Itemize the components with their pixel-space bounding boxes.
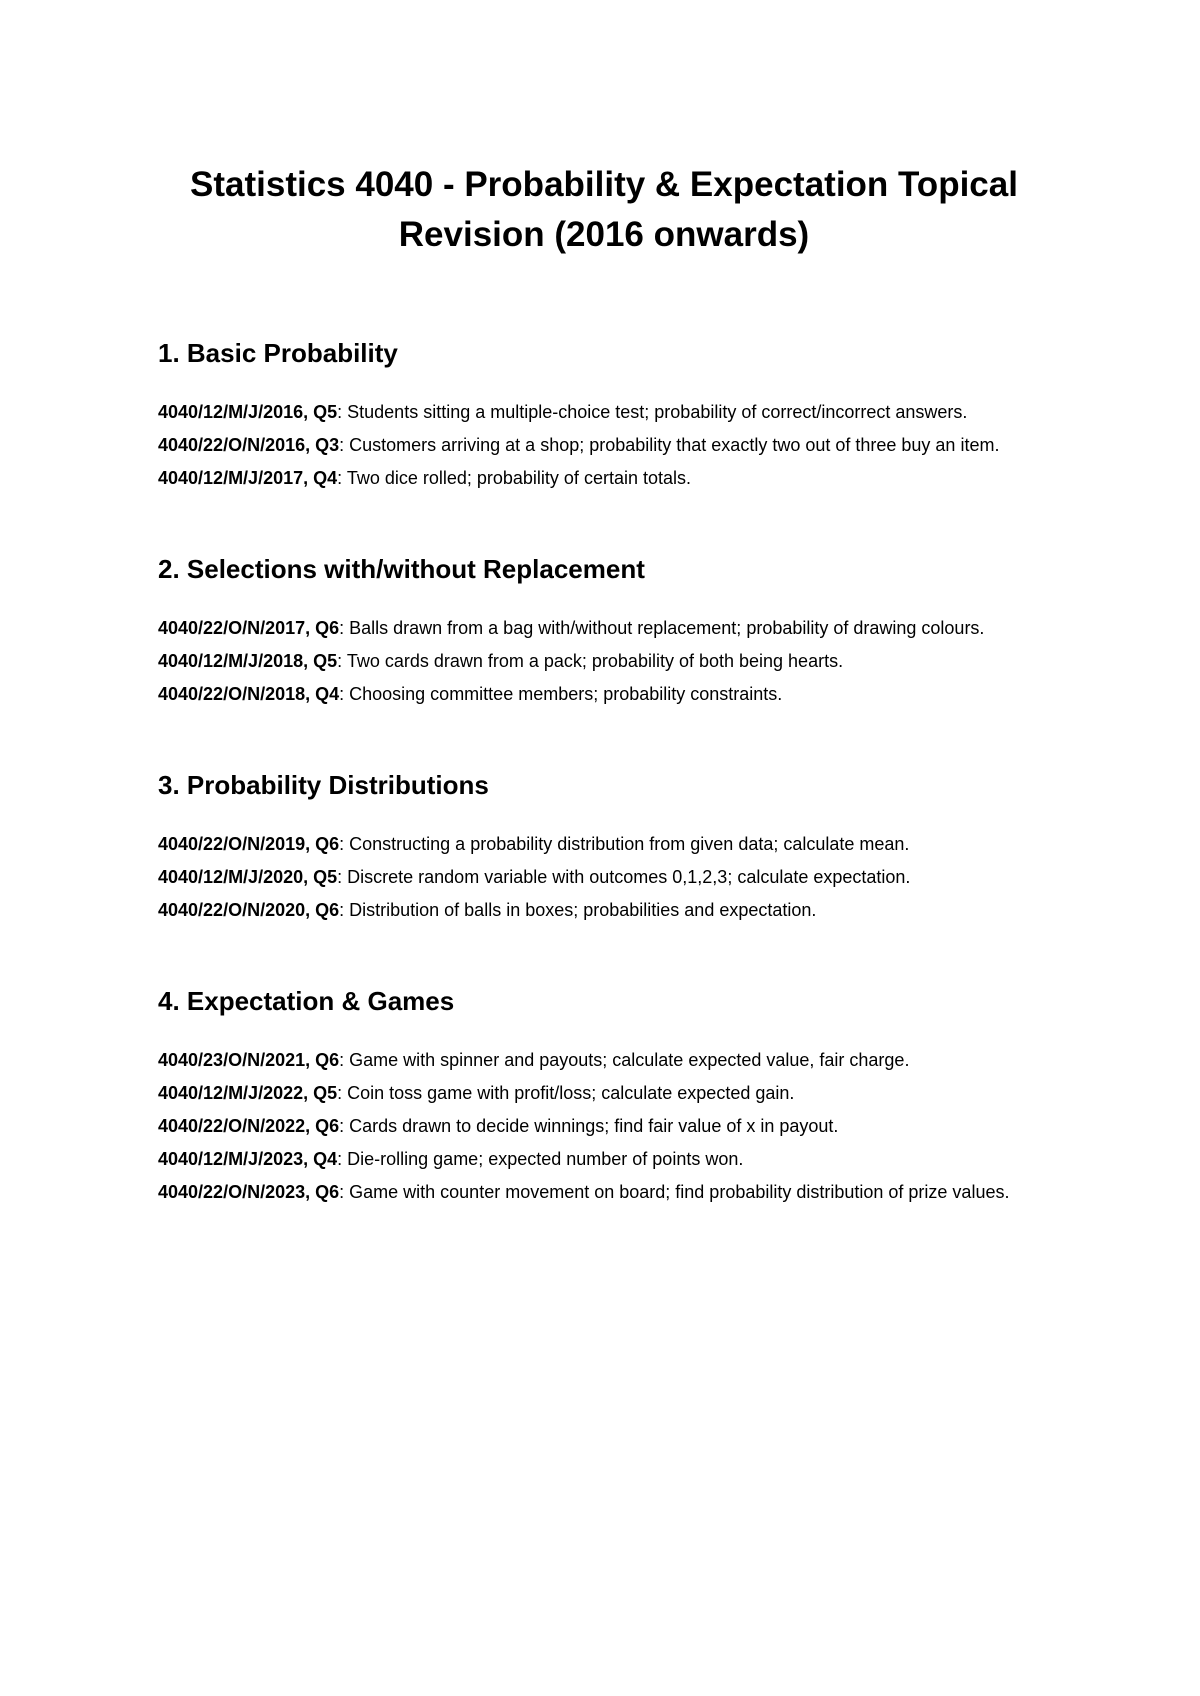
question-entry xyxy=(158,682,1050,706)
section-heading: 1. Basic Probability xyxy=(158,338,398,368)
question-reference: 4040/23/O/N/2021, Q6 xyxy=(158,1050,340,1070)
section-heading: 2. Selections with/without Replacement xyxy=(158,554,645,584)
question-entry xyxy=(158,1048,1050,1072)
question-description: : Balls drawn from a bag with/without replacement; probability of drawing colours. xyxy=(339,618,985,638)
question-description: : Customers arriving at a shop; probability that exactly two out of three buy an item. xyxy=(339,435,1000,455)
question-reference: 4040/12/M/J/2016, Q5 xyxy=(158,402,338,422)
question-entry xyxy=(158,1147,1050,1171)
question-reference: 4040/22/O/N/2016, Q3 xyxy=(158,435,340,455)
section-expectation-games xyxy=(158,984,1050,1204)
question-entry xyxy=(158,865,1050,889)
question-reference: 4040/22/O/N/2020, Q6 xyxy=(158,900,340,920)
question-entry xyxy=(158,649,1050,673)
question-list xyxy=(158,616,1050,706)
question-reference: 4040/12/M/J/2017, Q4 xyxy=(158,468,338,488)
section-basic-probability xyxy=(158,336,1050,490)
section-probability-distributions xyxy=(158,768,1050,922)
question-description: : Students sitting a multiple-choice test; probability of correct/incorrect answers. xyxy=(337,402,968,422)
question-entry xyxy=(158,616,1050,640)
question-description: : Choosing committee members; probability constraints. xyxy=(339,684,783,704)
question-entry xyxy=(158,466,1050,490)
question-description: : Game with counter movement on board; find probability distribution of prize values. xyxy=(339,1182,1010,1202)
section-selections-replacement xyxy=(158,552,1050,706)
question-reference: 4040/12/M/J/2023, Q4 xyxy=(158,1149,338,1169)
question-entry xyxy=(158,832,1050,856)
question-description: : Two cards drawn from a pack; probability of both being hearts. xyxy=(337,651,844,671)
question-reference: 4040/12/M/J/2022, Q5 xyxy=(158,1083,338,1103)
question-description: : Constructing a probability distribution from given data; calculate mean. xyxy=(339,834,910,854)
question-description: : Discrete random variable with outcomes 0,1,2,3; calculate expectation. xyxy=(337,867,911,887)
question-list xyxy=(158,400,1050,490)
question-description: : Game with spinner and payouts; calculate expected value, fair charge. xyxy=(339,1050,910,1070)
question-reference: 4040/22/O/N/2017, Q6 xyxy=(158,618,340,638)
document-title: Statistics 4040 - Probability & Expectation Topical Revision (2016 onwards) xyxy=(190,165,1018,254)
question-entry xyxy=(158,898,1050,922)
question-entry xyxy=(158,1081,1050,1105)
question-reference: 4040/22/O/N/2023, Q6 xyxy=(158,1182,340,1202)
section-heading: 3. Probability Distributions xyxy=(158,770,489,800)
question-reference: 4040/22/O/N/2019, Q6 xyxy=(158,834,340,854)
question-description: : Two dice rolled; probability of certain totals. xyxy=(337,468,691,488)
question-description: : Cards drawn to decide winnings; find fair value of x in payout. xyxy=(339,1116,839,1136)
question-reference: 4040/12/M/J/2020, Q5 xyxy=(158,867,338,887)
question-reference: 4040/12/M/J/2018, Q5 xyxy=(158,651,338,671)
question-entry xyxy=(158,400,1050,424)
question-reference: 4040/22/O/N/2018, Q4 xyxy=(158,684,340,704)
question-reference: 4040/22/O/N/2022, Q6 xyxy=(158,1116,340,1136)
question-list xyxy=(158,832,1050,922)
question-list xyxy=(158,1048,1050,1204)
question-description: : Die-rolling game; expected number of points won. xyxy=(337,1149,744,1169)
question-entry xyxy=(158,1114,1050,1138)
section-heading: 4. Expectation & Games xyxy=(158,986,455,1016)
question-entry xyxy=(158,433,1050,457)
question-description: : Coin toss game with profit/loss; calculate expected gain. xyxy=(337,1083,795,1103)
question-entry xyxy=(158,1180,1050,1204)
question-description: : Distribution of balls in boxes; probabilities and expectation. xyxy=(339,900,817,920)
